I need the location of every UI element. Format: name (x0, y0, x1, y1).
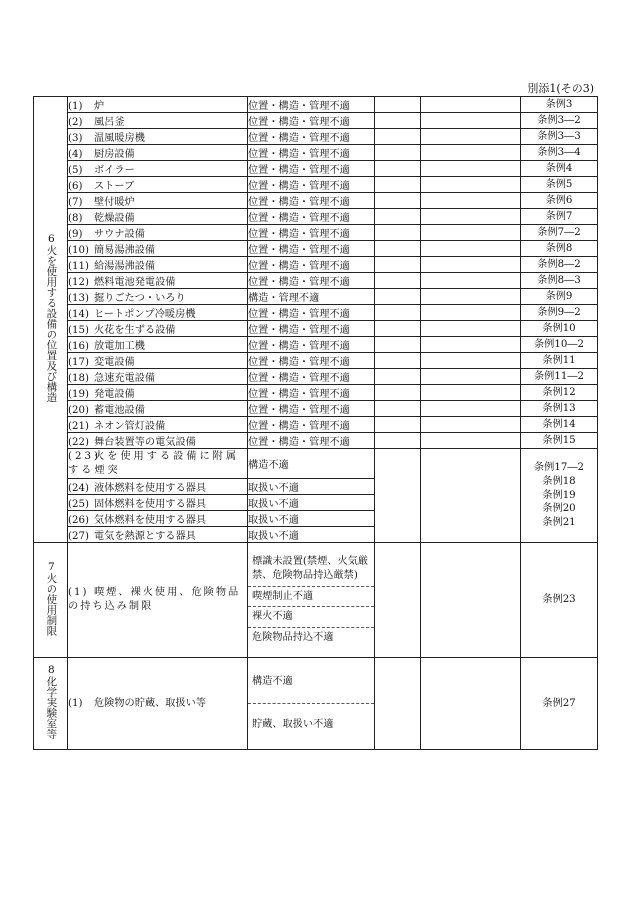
item-number: (3) (68, 133, 83, 144)
item-name-cell (68, 417, 248, 433)
blank-cell (375, 113, 421, 129)
item-status: 位置・構造・管理不適 (248, 225, 375, 241)
item-number: (20) (68, 405, 89, 416)
item-ref: 条例7 (521, 209, 598, 225)
blank-cell (375, 449, 421, 543)
blank-cell (421, 129, 521, 145)
item-status: 位置・構造・管理不適 (248, 97, 375, 113)
blank-cell (421, 209, 521, 225)
blank-cell (375, 161, 421, 177)
blank-cell (375, 417, 421, 433)
blank-cell (375, 369, 421, 385)
item-name: 火を使用する設備に附属する煙突 (68, 450, 240, 476)
status-group (248, 543, 375, 658)
item-ref: 条例18 (542, 475, 576, 487)
item-number: (10) (68, 245, 89, 256)
blank-cell (421, 305, 521, 321)
item-name: 壁付暖炉 (94, 197, 135, 208)
item-status: 構造不適 (248, 449, 375, 479)
table-row (34, 305, 598, 321)
table-row (34, 161, 598, 177)
table-row (34, 369, 598, 385)
item-name-cell (68, 193, 248, 209)
blank-cell (375, 289, 421, 305)
blank-cell (421, 353, 521, 369)
item-name-cell (68, 353, 248, 369)
item-number: (18) (68, 373, 89, 384)
blank-cell (421, 193, 521, 209)
item-name-cell (68, 161, 248, 177)
item-name: 炉 (94, 101, 105, 112)
blank-cell (421, 241, 521, 257)
blank-cell (375, 177, 421, 193)
item-number: (27) (68, 531, 89, 542)
item-name: サウナ設備 (94, 229, 145, 240)
item-name-cell (68, 527, 248, 543)
item-name: ボイラー (94, 165, 135, 176)
item-status: 位置・構造・管理不適 (248, 177, 375, 193)
blank-cell (375, 321, 421, 337)
item-status: 取扱い不適 (248, 527, 375, 543)
blank-cell (375, 658, 421, 750)
item-ref: 条例9 (521, 289, 598, 305)
blank-cell (375, 433, 421, 449)
table-row (34, 449, 598, 479)
table-row (34, 658, 598, 750)
blank-cell (421, 257, 521, 273)
item-number: (1) (68, 587, 89, 599)
item-status: 位置・構造・管理不適 (248, 161, 375, 177)
item-ref: 条例15 (521, 433, 598, 449)
category-cell (34, 658, 68, 750)
blank-cell (375, 209, 421, 225)
item-status: 位置・構造・管理不適 (248, 145, 375, 161)
blank-cell (375, 305, 421, 321)
item-name-cell (68, 145, 248, 161)
table-row (34, 433, 598, 449)
item-name: 蓄電池設備 (94, 405, 145, 416)
item-number: (12) (68, 277, 89, 288)
item-status: 位置・構造・管理不適 (248, 417, 375, 433)
item-ref: 条例4 (521, 161, 598, 177)
category-cell (34, 543, 68, 658)
item-name-cell (68, 543, 248, 658)
blank-cell (375, 257, 421, 273)
item-name-cell (68, 479, 248, 495)
item-ref: 条例11 (521, 353, 598, 369)
item-ref: 条例19 (542, 489, 576, 501)
item-name-cell (68, 257, 248, 273)
item-status: 喫煙制止不適 (248, 587, 374, 608)
item-ref: 条例17―2 (533, 462, 584, 474)
item-status: 裸火不適 (248, 607, 374, 628)
item-ref: 条例8―2 (521, 257, 598, 273)
blank-cell (421, 273, 521, 289)
item-name: 温風暖房機 (94, 133, 145, 144)
item-status: 位置・構造・管理不適 (248, 353, 375, 369)
item-name: 燃料電池発電設備 (94, 277, 176, 288)
item-name-cell (68, 241, 248, 257)
item-number: (24) (68, 483, 89, 494)
item-name-cell (68, 385, 248, 401)
blank-cell (375, 353, 421, 369)
item-number: (11) (68, 261, 89, 272)
item-number: (14) (68, 309, 89, 320)
item-number: (26) (68, 515, 89, 526)
category-cell (34, 97, 68, 543)
table-row (34, 385, 598, 401)
item-name: 発電設備 (94, 389, 135, 400)
item-name: 給湯湯沸設備 (94, 261, 156, 272)
table-row (34, 145, 598, 161)
item-ref: 条例9―2 (521, 305, 598, 321)
item-status: 位置・構造・管理不適 (248, 193, 375, 209)
table-row (34, 401, 598, 417)
item-number: (6) (68, 181, 83, 192)
item-status: 構造・管理不適 (248, 289, 375, 305)
table-row (34, 353, 598, 369)
item-status: 位置・構造・管理不適 (248, 305, 375, 321)
table-row (34, 241, 598, 257)
table-row (34, 193, 598, 209)
item-name: ストーブ (94, 181, 135, 192)
inspection-table (33, 96, 598, 750)
item-name: 気体燃料を使用する器具 (94, 515, 207, 526)
blank-cell (421, 658, 521, 750)
item-status: 貯蔵、取扱い不適 (252, 719, 334, 730)
blank-cell (375, 97, 421, 113)
item-ref: 条例3―3 (521, 129, 598, 145)
table-row (34, 225, 598, 241)
item-number: (15) (68, 325, 89, 336)
blank-cell (375, 401, 421, 417)
item-ref: 条例11―2 (521, 369, 598, 385)
item-ref: 条例8―3 (521, 273, 598, 289)
item-ref: 条例7―2 (521, 225, 598, 241)
item-status: 位置・構造・管理不適 (248, 113, 375, 129)
item-number: (9) (68, 229, 83, 240)
item-number: (25) (68, 499, 89, 510)
item-ref: 条例6 (521, 193, 598, 209)
item-name-cell (68, 658, 248, 750)
item-status: 位置・構造・管理不適 (248, 241, 375, 257)
item-status: 標識未設置(禁煙、火気厳禁、危険物品持込厳禁) (248, 552, 374, 587)
item-ref: 条例13 (521, 401, 598, 417)
blank-cell (421, 543, 521, 658)
ref-group-cell (521, 449, 598, 543)
item-status: 取扱い不適 (248, 511, 375, 527)
item-name-cell (68, 449, 248, 479)
item-name: 急速充電設備 (94, 373, 156, 384)
item-number: (5) (68, 165, 83, 176)
item-name-cell (68, 209, 248, 225)
item-ref: 条例12 (521, 385, 598, 401)
item-name: 喫煙、裸火使用、危険物品の持ち込み制限 (68, 587, 241, 612)
item-name-cell (68, 337, 248, 353)
item-status: 位置・構造・管理不適 (248, 401, 375, 417)
item-name: ヒートポンプ冷暖房機 (94, 309, 196, 320)
blank-cell (375, 129, 421, 145)
item-number: (21) (68, 421, 89, 432)
blank-cell (421, 369, 521, 385)
item-name: ネオン管灯設備 (94, 421, 166, 432)
table-row (34, 289, 598, 305)
item-ref: 条例27 (521, 658, 598, 750)
item-ref: 条例8 (521, 241, 598, 257)
table-row (34, 113, 598, 129)
item-status: 構造不適 (248, 661, 374, 704)
blank-cell (375, 543, 421, 658)
table-row (34, 543, 598, 658)
table-row (34, 129, 598, 145)
item-ref: 条例3―4 (521, 145, 598, 161)
item-name: 変電設備 (94, 357, 135, 368)
item-number: (22) (68, 437, 89, 448)
item-name-cell (68, 273, 248, 289)
item-status: 位置・構造・管理不適 (248, 385, 375, 401)
blank-cell (421, 289, 521, 305)
blank-cell (375, 385, 421, 401)
item-name-cell (68, 225, 248, 241)
item-number: (17) (68, 357, 89, 368)
blank-cell (421, 433, 521, 449)
table-row (34, 417, 598, 433)
item-name-cell (68, 321, 248, 337)
item-ref: 条例14 (521, 417, 598, 433)
blank-cell (421, 145, 521, 161)
blank-cell (375, 193, 421, 209)
item-name: 液体燃料を使用する器具 (94, 483, 207, 494)
table-row (34, 321, 598, 337)
item-name: 電気を熱源とする器具 (94, 531, 196, 542)
item-name-cell (68, 177, 248, 193)
item-number: (19) (68, 389, 89, 400)
blank-cell (421, 449, 521, 543)
blank-cell (421, 161, 521, 177)
item-number: (2) (68, 117, 83, 128)
table-row (34, 97, 598, 113)
item-status: 危険物品持込不適 (252, 632, 334, 644)
item-name-cell (68, 433, 248, 449)
blank-cell (375, 273, 421, 289)
item-name-cell (68, 289, 248, 305)
blank-cell (421, 401, 521, 417)
item-ref: 条例5 (521, 177, 598, 193)
item-name-cell (68, 401, 248, 417)
item-name-cell (68, 511, 248, 527)
item-status: 位置・構造・管理不適 (248, 209, 375, 225)
blank-cell (421, 321, 521, 337)
category-label: 6火を使用する設備の位置及び構造 (45, 232, 58, 403)
item-number: (1) (68, 697, 83, 709)
item-ref: 条例10 (521, 321, 598, 337)
table-row (34, 337, 598, 353)
table-row (34, 273, 598, 289)
item-status: 位置・構造・管理不適 (248, 433, 375, 449)
blank-cell (375, 241, 421, 257)
item-name-cell (68, 495, 248, 511)
item-number: (23) (68, 450, 101, 462)
item-name-cell (68, 97, 248, 113)
blank-cell (375, 225, 421, 241)
table-row (34, 209, 598, 225)
page-label: 別添1(その3) (527, 82, 594, 95)
category-label: 8化学実験室等 (45, 664, 58, 740)
blank-cell (421, 385, 521, 401)
item-name: 乾燥設備 (94, 213, 135, 224)
item-ref: 条例20 (542, 503, 576, 515)
blank-cell (375, 145, 421, 161)
item-name: 火花を生ずる設備 (94, 325, 176, 336)
blank-cell (421, 97, 521, 113)
blank-cell (421, 177, 521, 193)
item-status: 取扱い不適 (248, 479, 375, 495)
status-group (248, 658, 375, 750)
item-ref: 条例10―2 (521, 337, 598, 353)
item-status: 位置・構造・管理不適 (248, 369, 375, 385)
item-status: 位置・構造・管理不適 (248, 129, 375, 145)
item-name: 放電加工機 (94, 341, 145, 352)
item-ref: 条例3 (521, 97, 598, 113)
item-name: 舞台装置等の電気設備 (94, 437, 196, 448)
blank-cell (421, 417, 521, 433)
table-row (34, 257, 598, 273)
item-number: (8) (68, 213, 83, 224)
item-name-cell (68, 113, 248, 129)
item-number: (1) (68, 101, 83, 112)
category-label: 7火の使用制限 (45, 560, 58, 636)
blank-cell (421, 225, 521, 241)
item-number: (7) (68, 197, 83, 208)
item-number: (16) (68, 341, 89, 352)
blank-cell (421, 337, 521, 353)
item-number: (4) (68, 149, 83, 160)
item-name: 厨房設備 (94, 149, 135, 160)
item-status: 位置・構造・管理不適 (248, 321, 375, 337)
item-name: 掘りごたつ・いろり (94, 293, 186, 304)
item-status: 位置・構造・管理不適 (248, 257, 375, 273)
item-number: (13) (68, 293, 89, 304)
item-name: 簡易湯沸設備 (94, 245, 156, 256)
table-row (34, 177, 598, 193)
item-name: 危険物の貯蔵、取扱い等 (94, 697, 207, 709)
item-ref: 条例21 (542, 517, 576, 529)
item-status: 位置・構造・管理不適 (248, 337, 375, 353)
item-name: 風呂釜 (94, 117, 125, 128)
item-name-cell (68, 369, 248, 385)
blank-cell (375, 337, 421, 353)
item-ref: 条例23 (521, 543, 598, 658)
item-status: 位置・構造・管理不適 (248, 273, 375, 289)
item-status: 取扱い不適 (248, 495, 375, 511)
blank-cell (421, 113, 521, 129)
item-name: 固体燃料を使用する器具 (94, 499, 207, 510)
item-ref: 条例3―2 (521, 113, 598, 129)
item-name-cell (68, 305, 248, 321)
item-name-cell (68, 129, 248, 145)
